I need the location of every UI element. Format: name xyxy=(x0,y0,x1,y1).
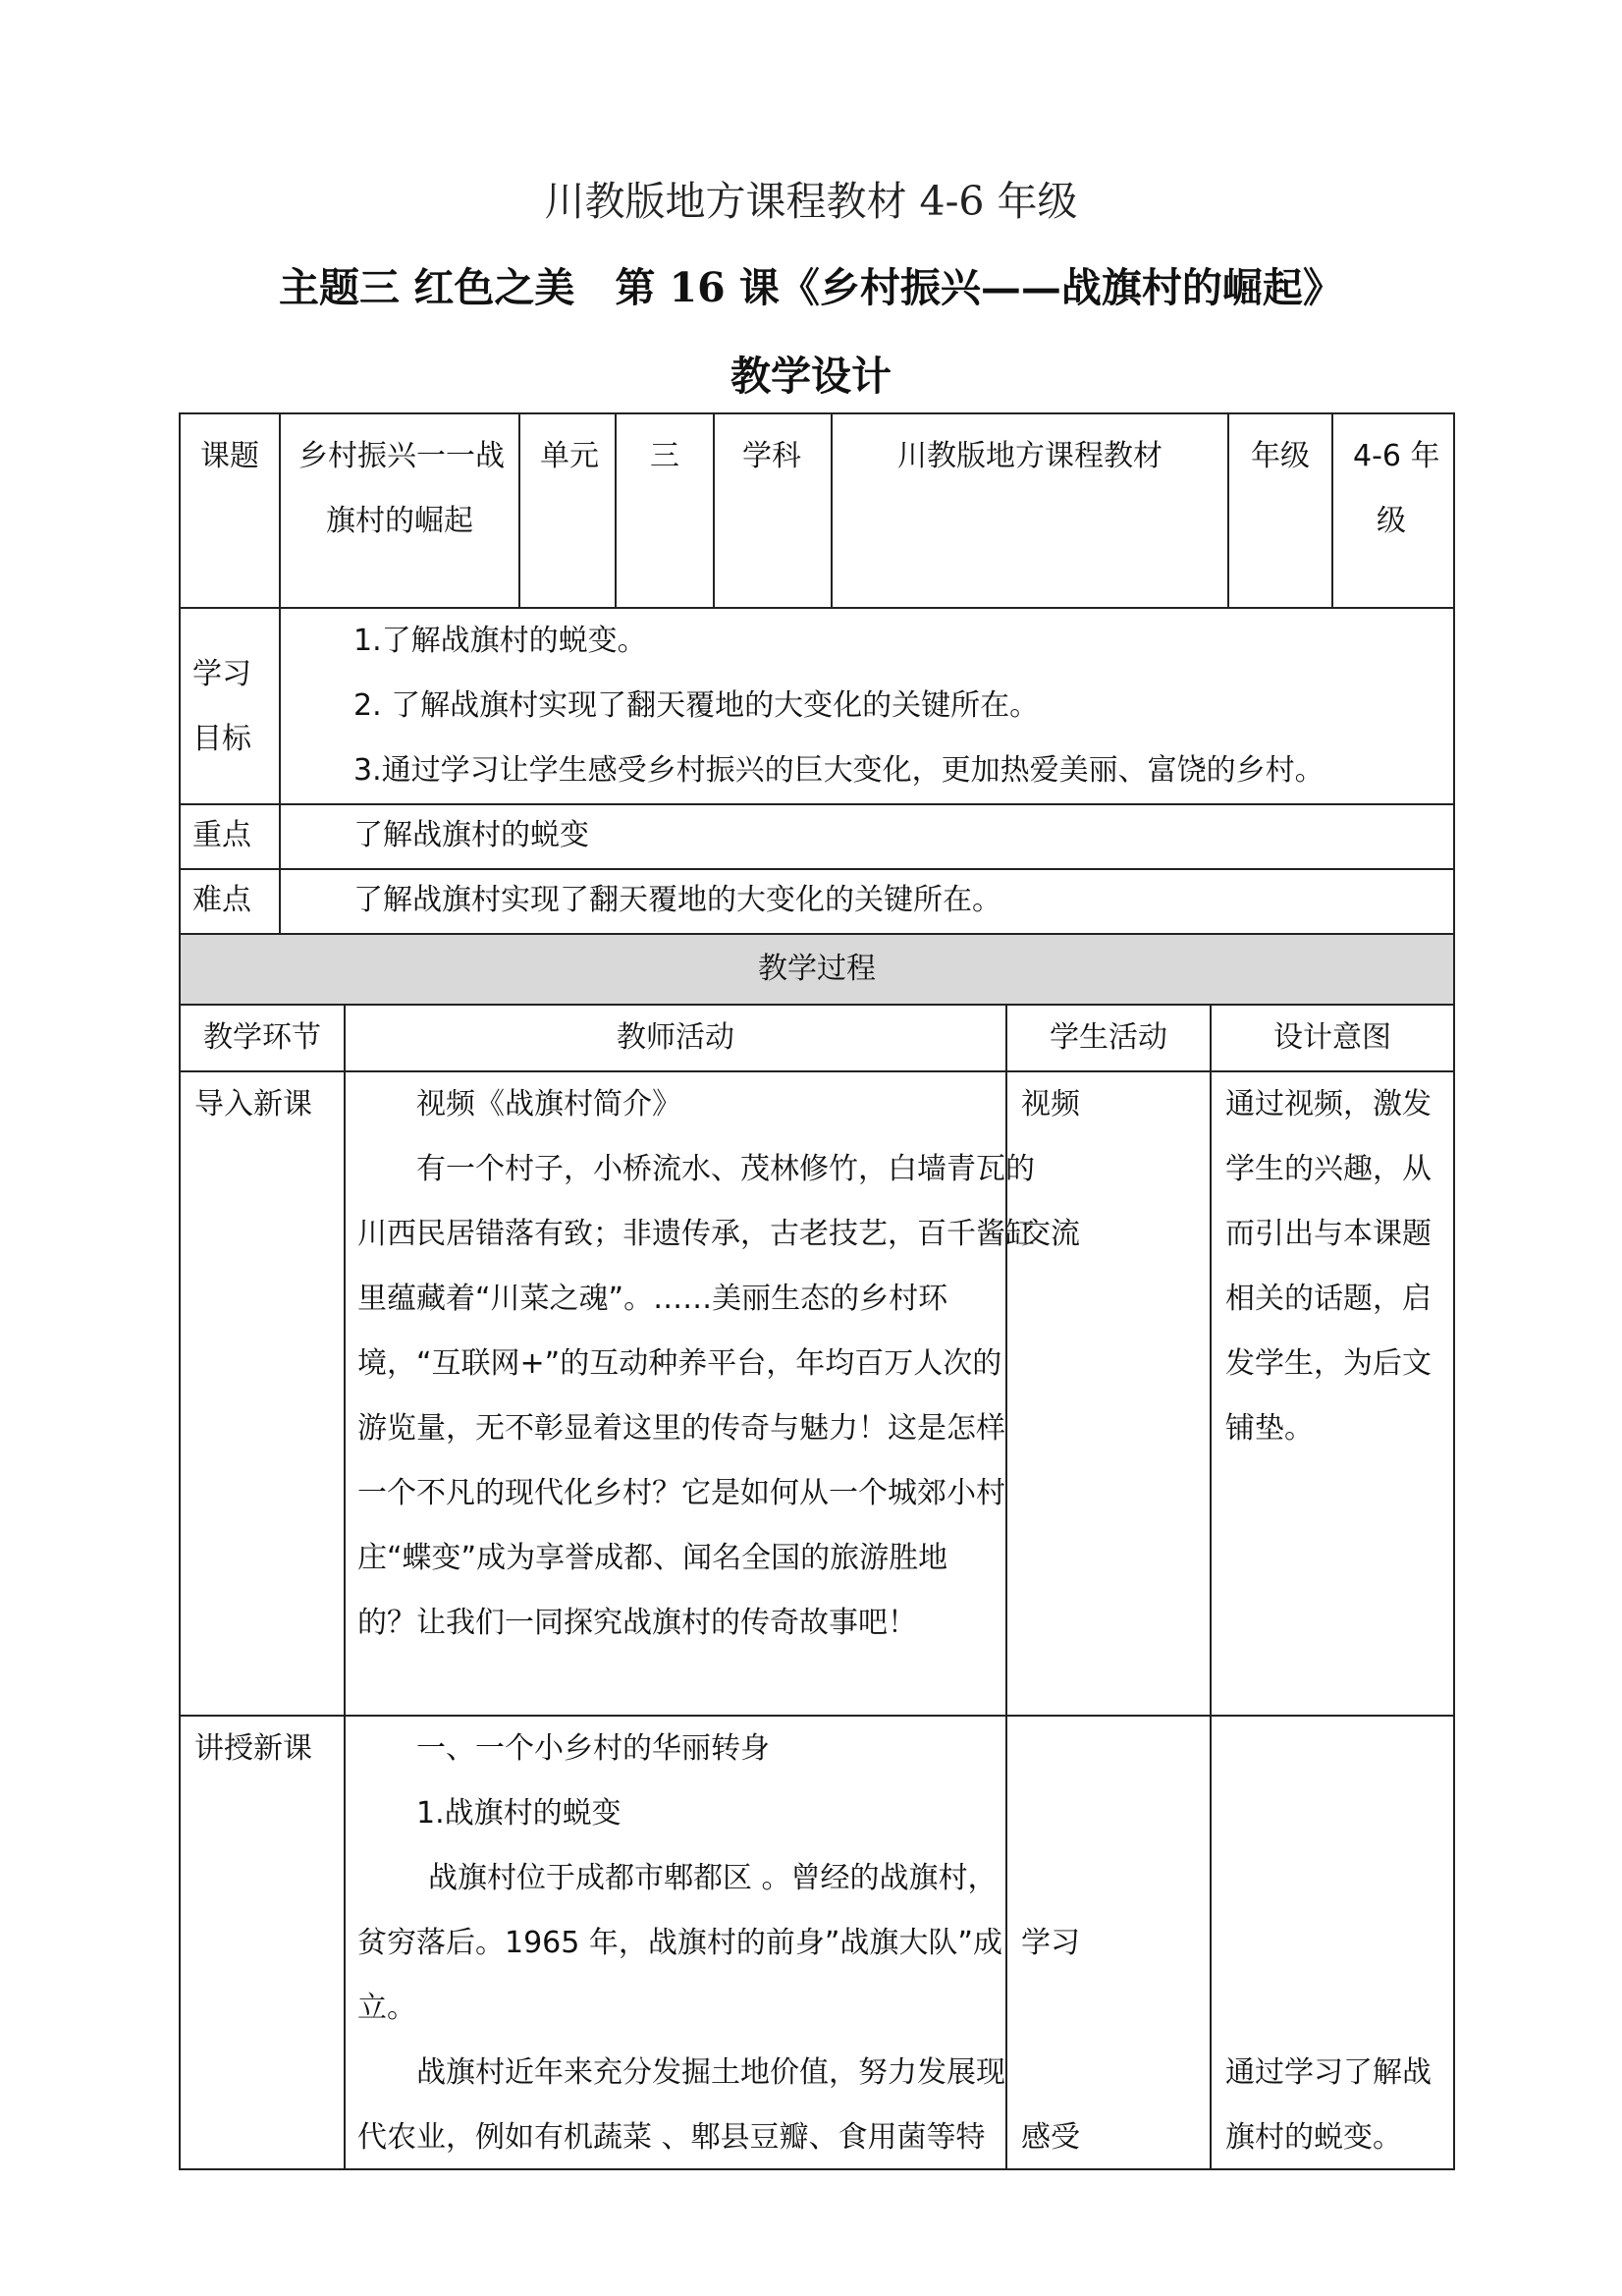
intro-intent-line: 发学生，为后文 xyxy=(1225,1346,1432,1381)
intro-teacher-line: 游览量，无不彰显着这里的传奇与魅力！这是怎样 xyxy=(357,1411,1005,1446)
new-lesson-teacher-line: 战旗村近年来充分发掘土地价值，努力发展现 xyxy=(416,2055,1005,2090)
process-header-cell xyxy=(179,933,1455,1006)
new-lesson-intent-line: 旗村的蜕变。 xyxy=(1225,2120,1402,2155)
objectives-label-line2: 目标 xyxy=(192,722,251,756)
intro-student-line: 交流 xyxy=(1021,1217,1080,1251)
lesson-value-line1: 乡村振兴一一战 xyxy=(298,439,505,473)
lesson-value-cell xyxy=(279,412,520,609)
intro-teacher-line: 境，“互联网+”的互动种养平台，年均百万人次的 xyxy=(357,1346,1002,1381)
unit-label: 单元 xyxy=(540,439,599,473)
new-lesson-teacher-cell xyxy=(344,1715,1007,2170)
objectives-label-cell xyxy=(179,607,281,805)
unit-value-cell xyxy=(615,412,715,609)
new-lesson-student-cell xyxy=(1005,1715,1212,2170)
intro-intent-line: 学生的兴趣，从 xyxy=(1225,1152,1432,1186)
subject-value: 川教版地方课程教材 xyxy=(897,439,1162,473)
key-point-label-cell xyxy=(179,803,281,870)
objective-item: 3.通过学习让学生感受乡村振兴的巨大变化，更加热爱美丽、富饶的乡村。 xyxy=(353,753,1325,788)
lesson-value-line2: 旗村的崛起 xyxy=(326,504,473,538)
design-title: 教学设计 xyxy=(730,353,892,400)
key-point-value: 了解战旗村的蜕变 xyxy=(353,818,589,852)
new-lesson-stage-cell xyxy=(179,1715,346,2170)
column-header-label: 教师活动 xyxy=(617,1020,734,1055)
grade-label-cell xyxy=(1227,412,1333,609)
new-lesson-intent-line: 通过学习了解战 xyxy=(1225,2055,1432,2090)
intro-stage-cell xyxy=(179,1070,346,1717)
column-header-label: 设计意图 xyxy=(1273,1020,1391,1055)
grade-value-line1: 4-6 年 xyxy=(1353,439,1440,473)
lesson-label-cell xyxy=(179,412,281,609)
intro-student-cell xyxy=(1005,1070,1212,1717)
objectives-label-line1: 学习 xyxy=(192,657,251,691)
column-header-label: 教学环节 xyxy=(203,1020,321,1055)
unit-value: 三 xyxy=(650,439,679,473)
lesson-label: 课题 xyxy=(200,439,259,473)
intro-intent-line: 通过视频，激发 xyxy=(1225,1087,1432,1121)
column-header-stage xyxy=(179,1004,346,1072)
new-lesson-intent-cell xyxy=(1210,1715,1455,2170)
intro-intent-cell xyxy=(1210,1070,1455,1717)
column-header-label: 学生活动 xyxy=(1050,1020,1167,1055)
difficulty-label: 难点 xyxy=(192,883,251,917)
difficulty-content-cell xyxy=(279,868,1455,935)
column-header-intent xyxy=(1210,1004,1455,1072)
grade-label: 年级 xyxy=(1251,439,1310,473)
document-title: 川教版地方课程教材 4-6 年级 xyxy=(544,178,1078,225)
new-lesson-stage: 讲授新课 xyxy=(194,1731,312,1766)
key-point-content-cell xyxy=(279,803,1455,870)
new-lesson-teacher-line: 代农业，例如有机蔬菜 、郫县豆瓣、食用菌等特 xyxy=(357,2120,986,2155)
process-header: 教学过程 xyxy=(758,952,876,986)
grade-value-line2: 级 xyxy=(1377,504,1406,538)
new-lesson-teacher-line: 贫穷落后。1965 年，战旗村的前身”战旗大队”成 xyxy=(357,1926,1002,1960)
objectives-content-cell xyxy=(279,607,1455,805)
intro-intent-line: 而引出与本课题 xyxy=(1225,1217,1432,1251)
new-lesson-teacher-line: 战旗村位于成都市郫都区 。曾经的战旗村， xyxy=(428,1861,998,1895)
intro-teacher-line: 视频《战旗村简介》 xyxy=(416,1087,681,1121)
intro-teacher-line: 有一个村子，小桥流水、茂林修竹，白墙青瓦的 xyxy=(416,1152,1035,1186)
difficulty-value: 了解战旗村实现了翻天覆地的大变化的关键所在。 xyxy=(353,883,1001,917)
intro-stage: 导入新课 xyxy=(194,1087,312,1121)
difficulty-label-cell xyxy=(179,868,281,935)
subject-label-cell xyxy=(713,412,833,609)
intro-teacher-cell xyxy=(344,1070,1035,1717)
objective-item: 1.了解战旗村的蜕变。 xyxy=(353,624,647,658)
intro-teacher-line: 一个不凡的现代化乡村？它是如何从一个城郊小村 xyxy=(357,1476,1005,1510)
subject-label: 学科 xyxy=(742,439,801,473)
column-header-student xyxy=(1005,1004,1212,1072)
key-point-label: 重点 xyxy=(192,818,251,852)
new-lesson-teacher-line: 立。 xyxy=(357,1991,416,2025)
intro-intent-line: 铺垫。 xyxy=(1225,1411,1314,1446)
intro-intent-line: 相关的话题，启 xyxy=(1225,1282,1432,1316)
intro-teacher-line: 川西民居错落有致；非遗传承，古老技艺，百千酱缸 xyxy=(357,1217,1035,1251)
intro-teacher-line: 的？让我们一同探究战旗村的传奇故事吧！ xyxy=(357,1606,917,1640)
new-lesson-student-line: 感受 xyxy=(1021,2120,1080,2155)
grade-value-cell xyxy=(1331,412,1455,609)
column-header-teacher xyxy=(344,1004,1007,1072)
objective-item: 2. 了解战旗村实现了翻天覆地的大变化的关键所在。 xyxy=(353,688,1040,723)
new-lesson-teacher-line: 1.战旗村的蜕变 xyxy=(416,1796,622,1831)
subject-value-cell xyxy=(831,412,1229,609)
intro-teacher-line: 里蕴藏着“川菜之魂”。……美丽生态的乡村环 xyxy=(357,1282,948,1316)
lesson-title: 主题三 红色之美 第 16 课《乡村振兴——战旗村的崛起》 xyxy=(279,264,1343,311)
unit-label-cell xyxy=(518,412,617,609)
new-lesson-student-line: 学习 xyxy=(1021,1926,1080,1960)
intro-student-line: 视频 xyxy=(1021,1087,1080,1121)
intro-teacher-line: 庄“蝶变”成为享誉成都、闻名全国的旅游胜地 xyxy=(357,1541,948,1575)
new-lesson-teacher-line: 一、一个小乡村的华丽转身 xyxy=(416,1731,770,1766)
